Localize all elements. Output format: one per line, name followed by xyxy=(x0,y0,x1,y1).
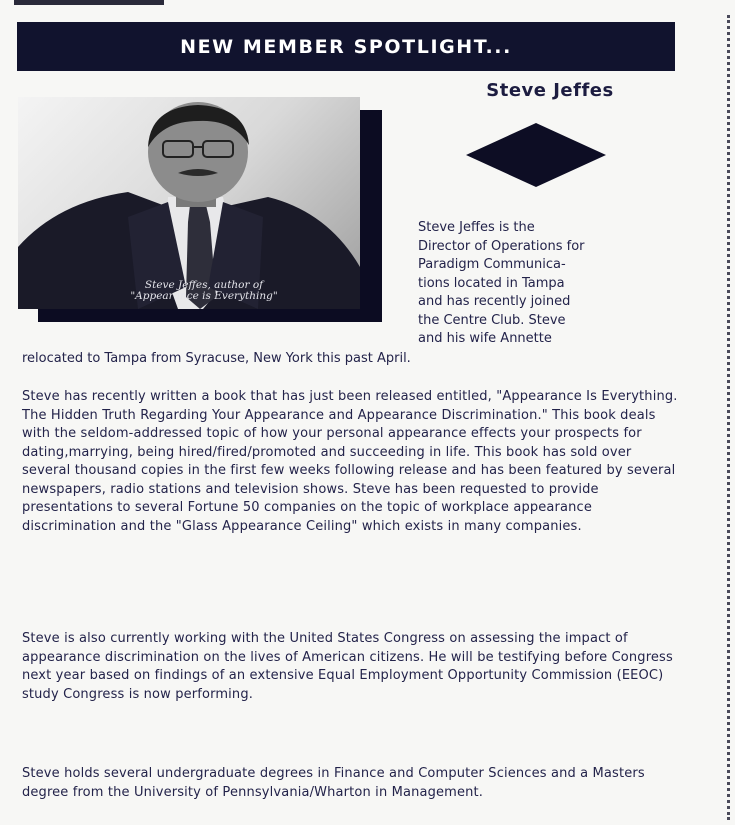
top-rule xyxy=(14,0,164,5)
dotted-column-divider xyxy=(727,15,730,820)
paragraph-book: Steve has recently written a book that has just been released entitled, "Appearance Is Everything. The Hidden Truth Regarding Your Appearance and Appearance Discrimination." This book deals with the seldom-addressed topic of how your personal appearance effects your prospects for dating,marrying, being hired/fired/promoted and succeeding in life. This book has sold over several thousand copies in the first few weeks following release and has been featured by several newspapers, radio stations and television shows. Steve has been requested to provide presentations to several Fortune 50 companies on the topic of workplace appearance discrimination and the "Glass Appearance Ceiling" which exists in many companies. xyxy=(22,389,678,534)
member-photo xyxy=(18,97,360,309)
intro-line: tions located in Tampa xyxy=(418,275,565,291)
section-banner xyxy=(17,22,675,71)
intro-line: the Centre Club. Steve xyxy=(418,312,566,328)
intro-line: and his wife Annette xyxy=(418,331,552,346)
intro-line: Director of Operations for xyxy=(418,238,585,254)
caption-line-1: Steve Jeffes, author of xyxy=(144,279,264,291)
intro-line: Steve Jeffes is the xyxy=(418,220,535,235)
banner-title: NEW MEMBER SPOTLIGHT... xyxy=(180,35,512,58)
intro-line: and has recently joined xyxy=(418,294,571,309)
paragraph-education: Steve holds several undergraduate degrees in Finance and Computer Sciences and a Masters degree from the University of Pennsylvania/Wharton in Management. xyxy=(22,766,645,800)
diamond-ornament-icon xyxy=(466,123,606,187)
intro-wrapped-text xyxy=(418,219,688,349)
intro-last-line: relocated to Tampa from Syracuse, New York this past April. xyxy=(22,351,411,366)
photo-caption xyxy=(66,280,342,302)
portrait-image xyxy=(18,97,360,309)
paragraph-congress: Steve is also currently working with the United States Congress on assessing the impact of appearance discrimination on the lives of American citizens. He will be testifying before Congress next year based on findings of an extensive Equal Employment Opportunity Commission (EEOC) study Congress is now performing. xyxy=(22,631,673,702)
caption-line-2: "Appearance is Everything" xyxy=(130,290,278,302)
member-name: Steve Jeffes xyxy=(486,80,614,101)
intro-line: Paradigm Communica- xyxy=(418,257,566,272)
